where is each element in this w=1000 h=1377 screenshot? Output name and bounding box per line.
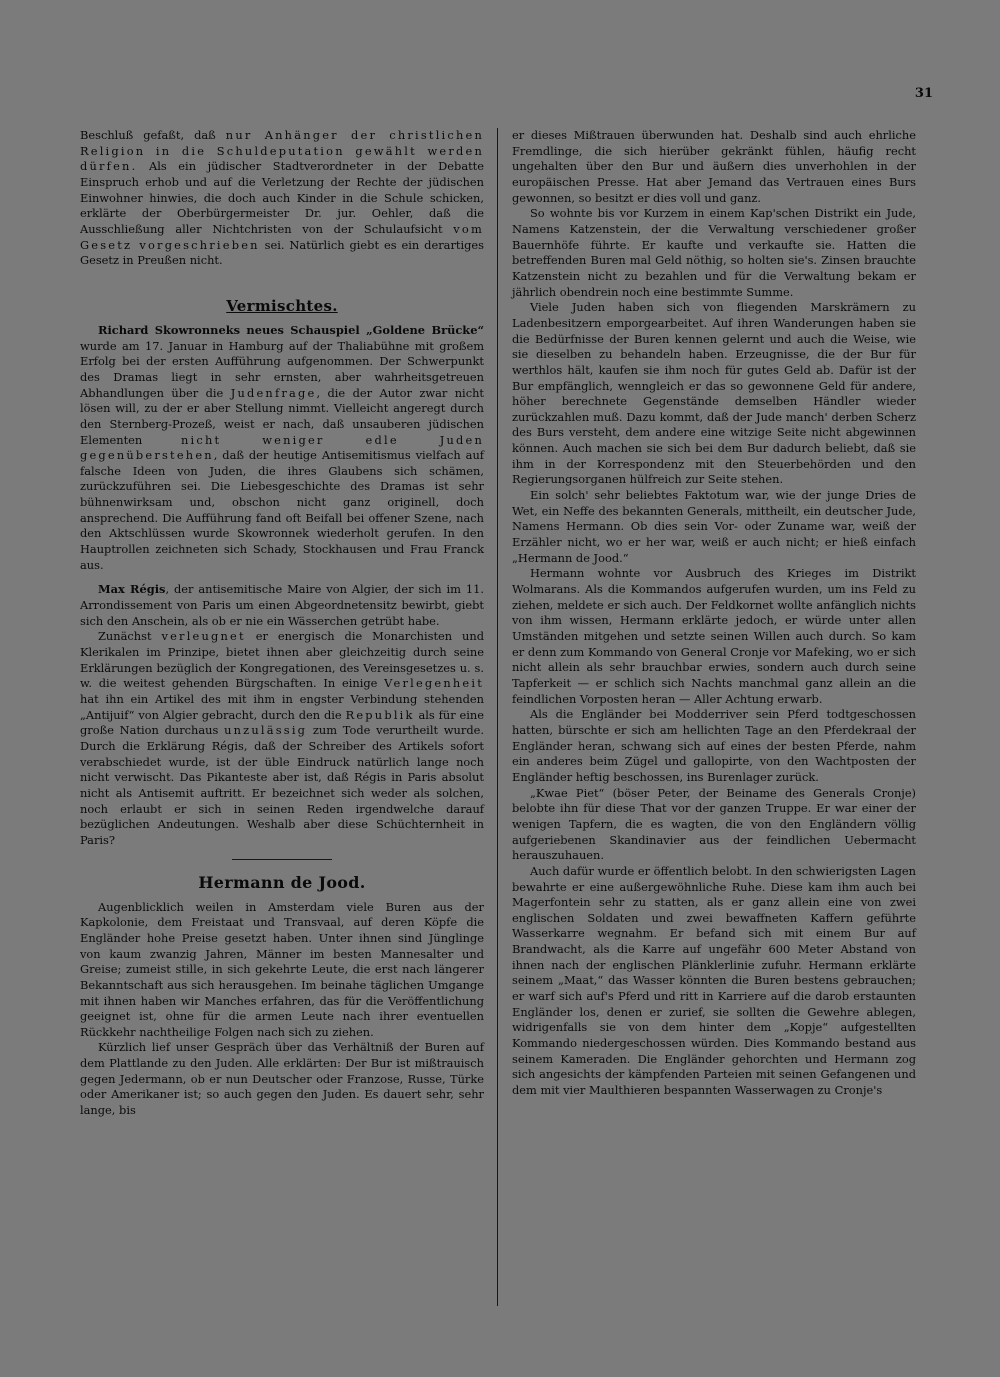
intro-paragraph [80,128,484,269]
text-run: als für eine große Nation durchaus [80,707,485,738]
article-regis [80,582,484,629]
left-column [80,128,484,1119]
section-divider [232,859,332,860]
text-run: er energisch die Monarchisten und Klerikalen im Prinzipe, bietet ihnen aber gleichzeitig durch seine Erklärungen bezüglich der Kongregationen, des Vereinsgesetzes u. s. w. die weitest gehenden Bürgschaften. In einige [80,629,485,691]
section-heading-vermischtes: Vermischtes. [226,296,338,315]
text-run: Als ein jüdischer Stadtverordneter in der Debatte Einspruch erhob und auf die Verletzung der Rechte der jüdischen Einwohner hinwies, die doch auch Kinder in die Schule schicken, erklärte der Oberbürgermeister Dr. jur. Oehler, daß die Ausschließung aller Nichtchristen von der Schulaufsicht [80,159,484,236]
emphasized-text: unzulässig [224,723,308,738]
text-run: Beschluß gefaßt, daß [80,128,226,142]
article-hermann-paragraph: Als die Engländer bei Modderriver sein Pferd todtgeschossen hatten, bürschte er sich am hellichten Tage an den Pferdekraal der Engländer heran, schwang sich auf eines der besten Pferde, nahm ein anderes beim Zügel und gallopirte, von den Wachtposten der Engländer heftig beschossen, ins Burenlager zurück. [512,707,916,784]
article-hermann-paragraph: Viele Juden haben sich von fliegenden Marskrämern zu Ladenbesitzern emporgearbeitet. Auf ihren Wanderungen haben sie die Bedürfnisse der Buren kennen gelernt und auch die Weise, wie sie dieselben zu behandeln haben. Erzeugnisse, die der Bur für werthlos hält, kaufen sie ihm noch für gutes Geld ab. Dafür ist der Bur empfänglich, wenngleich er das so gewonnene Geld für andere, höher berechnete Gegenstände demselben Händler wieder zurückzahlen muß. Dazu kommt, daß der Jude manch' derben Scherz des Burs versteht, dem andere eine witzige Seite nicht abgewinnen können. Auch machen sie sich bei dem Bur dadurch beliebt, daß sie ihm in der Korrespondenz mit den Steuerbehörden und den Regierungsorganen hülfreich zur Seite stehen. [512,300,916,487]
text-run: Zunächst [98,629,162,644]
article-hermann-paragraph: Hermann wohnte vor Ausbruch des Krieges im Distrikt Wolmarans. Als die Kommandos aufgerufen wurden, um ins Feld zu ziehen, meldete er sich auch. Der Feldkornet wollte anfänglich nichts von ihm wissen, Hermann erklärte jedoch, er würde unter allen Umständen mitgehen und setzte seinen Willen auch durch. So kam er denn zum Kommando von General Cronje vor Mafeking, wo er sich nicht allein als sehr brauchbar erwies, sondern auch durch seine Tapferkeit — er schlich sich Nachts manchmal ganz allein an die feindlichen Vorposten heran — Aller Achtung erwarb. [512,566,916,706]
emphasized-text: Judenfrage [230,385,317,400]
text-run: sei. Natürlich giebt es ein derartiges Gesetz in Preußen nicht. [80,237,484,268]
emphasized-text: vom Gesetz vorgeschrieben [80,221,484,252]
article-lead: Richard Skowronneks neues Schauspiel „Goldene Brücke“ [98,322,484,337]
emphasized-text: nur Anhänger der christlichen Religion in die Schuldeputation gewählt werden dürfen. [80,128,484,174]
emphasized-text: verleugnet [161,629,246,644]
text-run: hat ihn ein Artikel des mit ihm in engster Verbindung stehenden „Antijuif“ von Algier gebracht, durch den die [80,692,484,722]
page-number: 31 [914,86,933,101]
text-run: , daß der heutige Antisemitismus vielfach auf falsche Ideen von Juden, die ihres Glaubens sich schämen, zurückzuführen sei. Die Liebesgeschichte des Dramas ist sehr bühnenwirksam und, obschon nicht ganz originell, doch ansprechend. Die Aufführung fand oft Beifall bei offener Szene, nach den Aktschlüssen wurde Skowronnek wiederholt gerufen. In den Hauptrollen zeichneten sich Schady, Stockhausen und Frau Franck aus. [80,448,484,572]
section-heading-hermann: Hermann de Jood. [198,872,366,892]
right-column [512,128,916,1099]
text-run: wurde am 17. Januar in Hamburg auf der Thaliabühne mit großem Erfolg bei der ersten Aufführung aufgenommen. Der Schwerpunkt des Dramas liegt in sehr ernsten, aber wahrheitsgetreuen Abhandlungen über die [80,338,484,400]
text-run: zum Tode verurtheilt wurde. Durch die Erklärung Régis, daß der Schreiber des Artikels sofort verabschiedet wurde, ist der üble Eindruck natürlich lange noch nicht verwischt. Das Pikanteste aber ist, daß Régis in Paris absolut nicht als Antisemit auftritt. Er bezeichnet sich weder als solchen, noch erlaubt er sich in seinen Reden irgendwelche darauf bezüglichen Andeutungen. Weshalb aber diese Schüchternheit in Paris? [80,723,484,847]
article-hermann-paragraph: So wohnte bis vor Kurzem in einem Kap'schen Distrikt ein Jude, Namens Katzenstein, der die Verwaltung verschiedener großer Bauernhöfe führte. Er kaufte und verkaufte sie. Hatten die betreffenden Buren mal Geld nöthig, so holten sie's. Zinsen brauchte Katzenstein nicht zu bezahlen und für die Verwaltung bekam er jährlich obendrein noch eine bestimmte Summe. [512,206,916,299]
emphasized-text: Republik [345,707,415,722]
article-hermann-paragraph: „Kwae Piet“ (böser Peter, der Beiname des Generals Cronje) belobte ihn für diese That vor der ganzen Truppe. Er war einer der wenigen Tapfern, die es wagten, die von den Engländern völlig aufgeriebenen Skandinavier aus der feindlichen Uebermacht herauszuhauen. [512,785,916,863]
article-hermann-paragraph: er dieses Mißtrauen überwunden hat. Deshalb sind auch ehrliche Fremdlinge, die sich hierüber gekränkt fühlen, häufig recht ungehalten über den Bur und äußern dies unverhohlen in der europäischen Presse. Hat aber Jemand das Vertrauen eines Burs gewonnen, so besitzt er dies voll und ganz. [512,128,916,205]
text-run: , die der Autor zwar nicht lösen will, zu der er aber Stellung nimmt. Vielleicht angeregt durch den Sternberg-Prozeß, weist er nach, daß unsauberen jüdischen Elementen [80,385,484,447]
emphasized-text: Verlegenheit [384,676,484,691]
article-lead: Max Régis [98,582,166,597]
article-hermann-paragraph: Ein solch' sehr beliebtes Faktotum war, wie der junge Dries de Wet, ein Neffe des bekannten Generals, mittheilt, ein deutscher Jude, Namens Hermann. Ob dies sein Vor- oder Zuname war, weiß der Erzähler nicht, wo er her war, weiß er auch nicht; er hieß einfach „Hermann de Jood.“ [512,488,916,565]
article-regis-continued [80,629,484,848]
article-hermann-paragraph: Kürzlich lief unser Gespräch über das Verhältniß der Buren auf dem Plattlande zu den Juden. Alle erklärten: Der Bur ist mißtrauisch gegen Jedermann, ob er nun Deutscher oder Franzose, Russe, Türke oder Amerikaner ist; so auch gegen den Juden. Es dauert sehr, sehr lange, bis [80,1040,484,1118]
article-skowronnek [80,323,484,574]
article-hermann-paragraph: Augenblicklich weilen in Amsterdam viele Buren aus der Kapkolonie, dem Freistaat und Transvaal, auf deren Köpfe die Engländer hohe Preise gesetzt haben. Unter ihnen sind Jünglinge von kaum zwanzig Jahren, Männer im besten Mannesalter und Greise; zumeist stille, in sich gekehrte Leute, die erst nach längerer Bekanntschaft aus sich herausgehen. Im beinahe täglichen Umgange mit ihnen haben wir Manches erfahren, das für die Veröffentlichung geeignet ist, ohne für die armen Leute nach ihrer eventuellen Rückkehr nachtheilige Folgen nach sich zu ziehen. [80,899,484,1039]
column-divider [497,128,498,1306]
emphasized-text: nicht weniger edle Juden gegenüberstehen [80,432,484,463]
article-hermann-paragraph: Auch dafür wurde er öffentlich belobt. In den schwierigsten Lagen bewahrte er eine außergewöhnliche Ruhe. Diese kam ihm auch bei Magerfontein sehr zu statten, als er ganz allein eine von zwei englischen Soldaten und zwei bewaffneten Kaffern geführte Wasserkarre wegnahm. Er befand sich mit einem Bur auf Brandwacht, als die Karre auf ungefähr 600 Meter Abstand von ihnen nach der englischen Plänklerlinie zufuhr. Hermann erklärte seinem „Maat,“ das Wasser könnten die Buren bestens gebrauchen; er warf sich auf's Pferd und ritt in Karriere auf die darob erstaunten Engländer los, denen er zurief, sie sollten die Gewehre ablegen, widrigenfalls sie von dem hinter dem „Kopje“ aufgestellten Kommando niedergeschossen würden. Dies Kommando bestand aus seinem Kameraden. Die Engländer gehorchten und Hermann zog sich angesichts der kämpfenden Parteien mit seinen Gefangenen und dem mit vier Maulthieren bespannten Wasserwagen zu Cronje's [512,863,916,1098]
text-run: , der antisemitische Maire von Algier, der sich im 11. Arrondissement von Paris um einen Abgeordnetensitz bewirbt, giebt sich den Anschein, als ob er nie ein Wässerchen getrübt habe. [80,582,484,628]
